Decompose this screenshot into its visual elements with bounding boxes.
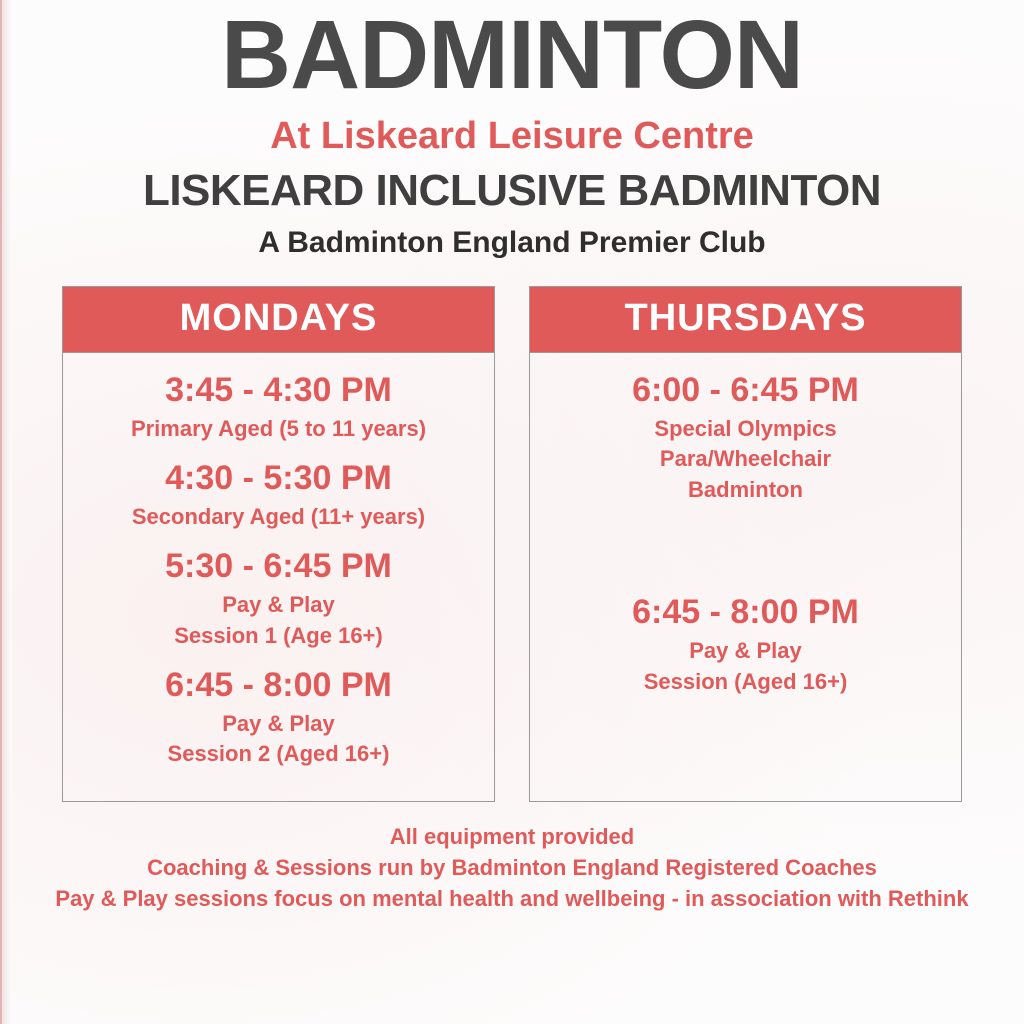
session-description-line: Session 2 (Aged 16+) [167, 741, 390, 767]
column-spacer [540, 710, 951, 783]
footer-line-coaching: Coaching & Sessions run by Badminton England Registered Coaches [147, 855, 877, 881]
session-time: 6:45 - 8:00 PM [632, 593, 859, 632]
session-time: 3:45 - 4:30 PM [165, 371, 392, 409]
schedule-column-mondays [62, 286, 495, 802]
venue-subtitle: At Liskeard Leisure Centre [270, 115, 754, 157]
premier-club-subtitle: A Badminton England Premier Club [258, 226, 766, 259]
session-item [73, 457, 484, 531]
column-body-mondays [63, 353, 494, 801]
session-description-line: Pay & Play [689, 637, 802, 663]
session-time: 4:30 - 5:30 PM [165, 459, 392, 498]
session-item [73, 545, 484, 650]
session-description [73, 414, 484, 444]
footer-notes [0, 824, 1024, 912]
session-description-line: Primary Aged (5 to 11 years) [130, 415, 427, 441]
session-description-line: Secondary Aged (11+ years) [131, 503, 426, 529]
session-description-line: Special Olympics [654, 415, 837, 441]
footer-line-wellbeing: Pay & Play sessions focus on mental health and wellbeing - in association with Rethink [55, 886, 969, 912]
column-spacer [540, 519, 951, 592]
club-subtitle: LISKEARD INCLUSIVE BADMINTON [142, 166, 882, 215]
session-item [540, 369, 951, 505]
session-item [73, 664, 484, 769]
column-header-mondays: MONDAYS [63, 287, 494, 353]
footer-line-equipment: All equipment provided [389, 824, 635, 850]
session-time: 6:00 - 6:45 PM [632, 371, 859, 409]
session-description [540, 636, 951, 696]
column-body-thursdays [530, 353, 961, 801]
session-description-line: Para/Wheelchair [659, 446, 832, 472]
session-item [540, 591, 951, 696]
session-item [73, 369, 484, 443]
schedule-columns [0, 286, 1024, 802]
session-description [73, 709, 484, 769]
session-description-line: Session (Aged 16+) [643, 668, 848, 694]
column-header-thursdays: THURSDAYS [530, 287, 961, 353]
session-time: 5:30 - 6:45 PM [165, 547, 392, 586]
page-title: BADMINTON [221, 0, 803, 109]
schedule-column-thursdays [529, 286, 962, 802]
session-description-line: Session 1 (Age 16+) [174, 622, 383, 648]
session-description-line: Pay & Play [222, 591, 335, 617]
page-edge-shadow [0, 0, 12, 1024]
session-time: 6:45 - 8:00 PM [165, 666, 392, 705]
session-description [73, 502, 484, 532]
session-description-line: Pay & Play [222, 710, 335, 736]
session-description [540, 414, 951, 505]
session-description-line: Badminton [688, 476, 803, 502]
session-description [73, 590, 484, 650]
